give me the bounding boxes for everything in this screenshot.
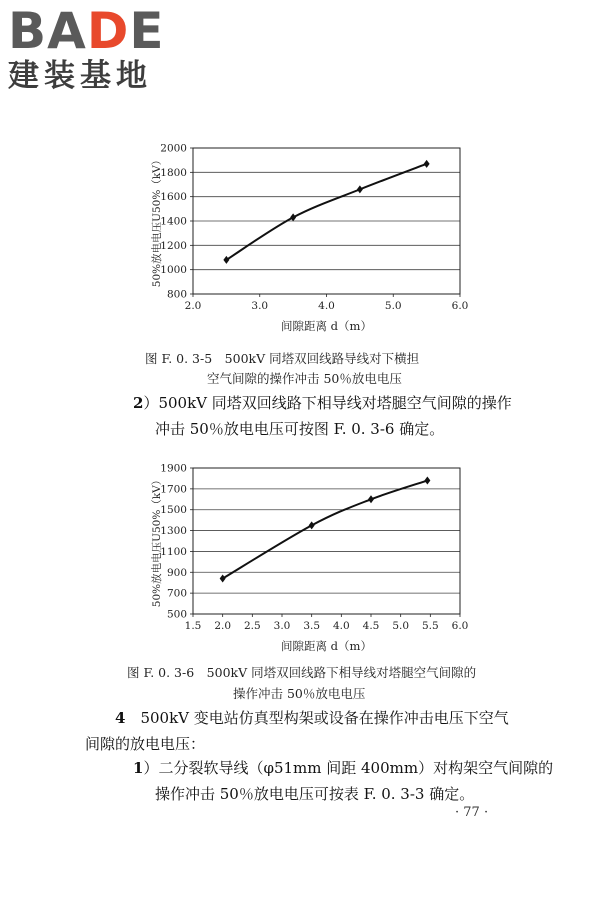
x-tick-label: 2.5 (243, 620, 261, 632)
data-point (357, 185, 363, 193)
page-number: · 77 · (455, 805, 489, 820)
x-tick-label: 5.5 (421, 620, 439, 632)
x-tick-label: 6.0 (451, 300, 469, 312)
x-tick-label: 1.5 (184, 620, 202, 632)
y-axis-label: 50%放电电压U50%（kV） (151, 154, 163, 288)
y-tick-label: 1300 (160, 525, 187, 538)
x-tick-label: 5.0 (392, 620, 410, 632)
x-tick-label: 3.0 (273, 620, 291, 632)
plot-frame (193, 468, 460, 614)
logo-wordmark: BADE (8, 2, 165, 60)
y-tick-label: 1600 (160, 191, 187, 204)
y-tick-label: 1500 (160, 504, 187, 517)
y-tick-label: 1000 (160, 264, 187, 277)
y-tick-label: 900 (166, 566, 187, 579)
data-point (424, 160, 430, 168)
figure-caption-f035-line1: 图 F. 0. 3-5 500kV 同塔双回线路导线对下横担 (145, 351, 420, 366)
x-tick-label: 5.0 (384, 300, 402, 312)
x-tick-label: 4.5 (362, 620, 380, 632)
y-tick-label: 1200 (160, 239, 187, 252)
data-point (220, 575, 226, 583)
y-tick-label: 1400 (160, 215, 187, 228)
x-tick-label: 6.0 (451, 620, 469, 632)
logo-subtitle: 建装基地 (8, 58, 152, 94)
x-tick-label: 4.0 (318, 300, 335, 312)
y-tick-label: 1100 (160, 545, 187, 558)
y-tick-label: 800 (166, 288, 187, 301)
x-tick-label: 2.0 (214, 620, 232, 632)
x-tick-label: 3.5 (303, 620, 321, 632)
y-tick-label: 700 (166, 587, 187, 600)
series-line (223, 481, 428, 579)
y-tick-label: 500 (166, 608, 187, 621)
y-tick-label: 1700 (160, 483, 187, 496)
data-point (368, 495, 374, 503)
data-point (290, 213, 296, 221)
y-axis-label: 50%放电电压U50%（kV） (151, 474, 163, 608)
x-tick-label: 2.0 (184, 300, 202, 312)
x-tick-label: 3.0 (251, 300, 269, 312)
y-tick-label: 2000 (160, 142, 187, 155)
figure-caption-f036-line2: 操作冲击 50％放电电压 (233, 686, 366, 701)
data-point (223, 256, 229, 264)
brand-logo (8, 4, 164, 94)
x-tick-label: 4.0 (332, 620, 350, 632)
chart-f035 (150, 140, 480, 340)
paragraph-1: 1）二分裂软导线（φ51mm 间距 400mm）对构架空气间隙的 操作冲击 50％放电电压可按表 F. 0. 3-3 确定。 (133, 759, 554, 803)
figure-caption-f035-line2: 空气间隙的操作冲击 50％放电电压 (207, 371, 402, 386)
data-point (424, 477, 430, 485)
data-point (309, 521, 315, 529)
paragraph-2: 2）500kV 同塔双回线路下相导线对塔腿空气间隙的操作 冲击 50％放电电压可按图 F. 0. 3-6 确定。 (133, 394, 512, 438)
x-axis-label: 间隙距离 d（m） (281, 639, 372, 653)
chart-f036 (150, 460, 480, 660)
x-axis-label: 间隙距离 d（m） (281, 319, 372, 333)
y-tick-label: 1900 (160, 462, 187, 475)
paragraph-4: 4 500kV 变电站仿真型构架或设备在操作冲击电压下空气 间隙的放电电压： (85, 709, 509, 753)
y-tick-label: 1800 (160, 166, 187, 179)
figure-caption-f036-line1: 图 F. 0. 3-6 500kV 同塔双回线路下相导线对塔腿空气间隙的 (127, 665, 477, 680)
